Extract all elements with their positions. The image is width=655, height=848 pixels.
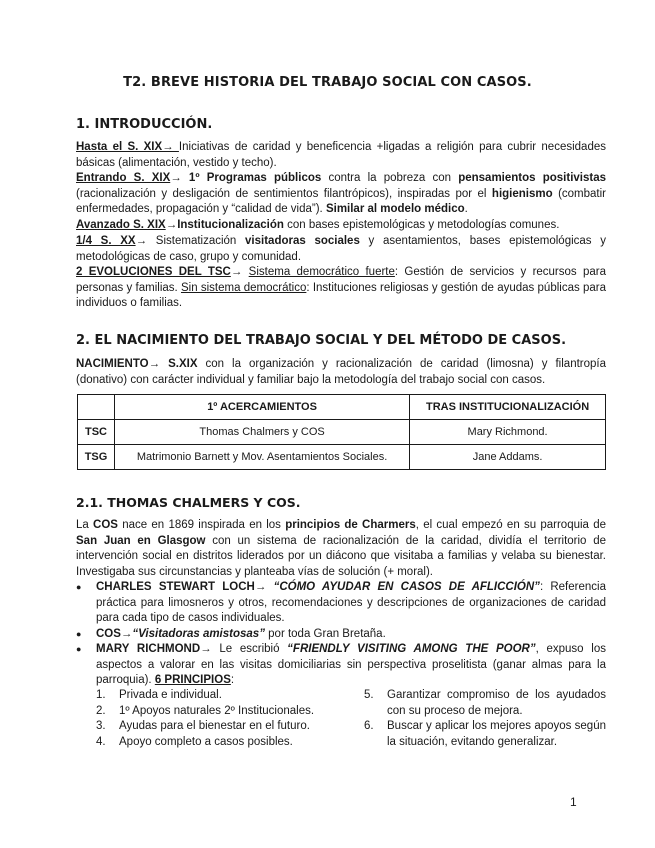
item-number: 4.: [96, 735, 106, 748]
text: , el cual empezó en su parroquia de: [415, 519, 606, 531]
item-number: 6.: [364, 720, 374, 732]
text: : Instituciones religiosas y gestión de ayudas públicas para individuos o familias.: [76, 281, 606, 309]
section-2-heading: 2. EL NACIMIENTO DEL TRABAJO SOCIAL Y DEL MÉTODO DE CASOS.: [76, 333, 567, 348]
section-2-1-heading: 2.1. THOMAS CHALMERS Y COS.: [76, 495, 301, 510]
intro-paragraph-5: [76, 265, 606, 312]
item-text: Apoyo completo a casos posibles.: [119, 735, 293, 748]
text: pensamientos positivistas: [458, 172, 607, 184]
bullet-list: [76, 580, 606, 689]
text: Iniciativas de caridad y beneficencia +ligadas a religión para cubrir necesidades básicas (alimentación, vestido y techo).: [76, 141, 606, 169]
table-header-row: [78, 395, 606, 420]
intro-paragraph-1: [76, 140, 606, 171]
intro-paragraph-3: [76, 218, 606, 234]
item-text: Garantizar compromiso de los ayudados con su proceso de mejora.: [387, 689, 606, 717]
table-row-header: TSC: [78, 420, 115, 445]
item-text: Ayudas para el bienestar en el futuro.: [119, 720, 310, 732]
table-header-cell: [78, 395, 115, 420]
text: “CÓMO AYUDAR EN CASOS DE AFLICCIÓN”: [273, 581, 540, 593]
label-avanzado-s-xix: Avanzado S. XIX: [76, 219, 166, 231]
intro-paragraph-2: [76, 171, 606, 218]
table-row-header: TSG: [78, 445, 115, 470]
text: → 1º Programas públicos: [170, 172, 322, 184]
list-item: [76, 580, 606, 627]
text: contra la pobreza con: [321, 172, 459, 184]
list-item: [364, 688, 606, 719]
principles-list-left: [96, 688, 351, 750]
text: Similar al modelo médico: [325, 203, 465, 215]
text: Le escribió: [211, 643, 288, 655]
item-number: 1.: [96, 689, 106, 701]
text: : Referencia práctica para limosneros y otros, recomendaciones y descripciones de organizaciones de caridad para cada tipo de casos individuales.: [96, 581, 606, 624]
table-row: [78, 420, 606, 445]
text: , expuso los aspectos a valorar en las visitas domiciliarias sin perspectiva proselitista (ganar almas para la parroquia).: [96, 643, 606, 686]
label-1-4-s-xx: 1/4 S. XX: [76, 235, 136, 247]
text: y asentamientos, bases epistemológicas y metodológicas de caso, grupo y comunidad.: [76, 235, 606, 263]
table-row: [78, 445, 606, 470]
text: por toda Gran Bretaña.: [264, 627, 386, 640]
item-number: 2.: [96, 704, 106, 717]
text: con bases epistemológicas y metodologías comunes.: [283, 219, 560, 231]
text: “Visitadoras amistosas”: [132, 627, 265, 640]
text: 6 PRINCIPIOS: [154, 674, 231, 686]
list-item: [76, 627, 606, 643]
text: Sin sistema democrático: [180, 281, 307, 294]
text: →: [230, 266, 249, 278]
text: → Sistematización: [135, 235, 246, 247]
item-number: 3.: [96, 720, 106, 732]
list-item: [76, 642, 606, 689]
text: (racionalización y desligación de sentimientos filantrópicos), inspiradas por el: [76, 187, 492, 200]
text: (combatir enfermedades, propagación y “calidad de vida”).: [76, 187, 606, 215]
item-text: 1º Apoyos naturales 2º Institucionales.: [119, 704, 315, 717]
list-item: [96, 704, 351, 720]
text: con la organización y racionalización de caridad (limosna) y filantropía (donativo) con carácter individual y familiar bajo la metodología del trabajo social con casos.: [76, 358, 606, 386]
list-item: [364, 719, 606, 750]
table-header-cell: 1º ACERCAMIENTOS: [115, 395, 410, 420]
item-text: Buscar y aplicar los mejores apoyos según la situación, evitando generalizar.: [387, 720, 606, 748]
text: NACIMIENTO→ S.XIX: [76, 358, 198, 370]
text: San Juan en Glasgow: [76, 534, 206, 547]
list-item: [96, 735, 351, 751]
text: “FRIENDLY VISITING AMONG THE POOR”: [287, 643, 536, 655]
text: .: [464, 203, 468, 215]
table-cell: Thomas Chalmers y COS: [115, 420, 410, 445]
item-number: 5.: [364, 689, 374, 701]
page-number: 1: [570, 795, 577, 809]
text: : Gestión de servicios y recursos para personas y familias.: [76, 266, 606, 294]
text: MARY RICHMOND→: [96, 643, 212, 655]
cos-paragraph: [76, 518, 606, 580]
document-title: T2. BREVE HISTORIA DEL TRABAJO SOCIAL CON CASOS.: [123, 75, 532, 90]
text: →Institucionalización: [165, 219, 284, 231]
text: con un sistema de racionalización de la caridad, dividía el territorio de intervención social en distritos liderados por un diácono que visitaba a familias y velaba su bienestar. Investigaba sus circunstancias y planteaba vías de solución (+ moral).: [76, 534, 606, 578]
text: Sistema democrático fuerte: [248, 266, 395, 278]
label-hasta-s-xix: Hasta el S. XIX→: [76, 141, 179, 153]
text: COS→: [96, 627, 133, 640]
label-entrando-s-xix: Entrando S. XIX: [76, 172, 171, 184]
section-1-heading: 1. INTRODUCCIÓN.: [76, 117, 213, 132]
text: visitadoras sociales: [245, 235, 360, 247]
table-cell: Mary Richmond.: [410, 420, 606, 445]
text: :: [230, 674, 235, 686]
principles-list-right: [364, 688, 606, 750]
text: nace en 1869 inspirada en los: [117, 519, 286, 531]
text: higienismo: [491, 187, 553, 200]
list-item: [96, 719, 351, 735]
item-text: Privada e individual.: [119, 689, 222, 701]
text: principios de Charmers: [285, 519, 416, 531]
text: COS: [93, 519, 118, 531]
text: CHARLES STEWART LOCH→: [96, 581, 274, 593]
text: La: [76, 519, 94, 531]
table-cell: Jane Addams.: [410, 445, 606, 470]
nacimiento-paragraph: [76, 357, 606, 388]
comparison-table: [77, 394, 606, 470]
list-item: [96, 688, 351, 704]
table-cell: Matrimonio Barnett y Mov. Asentamientos Sociales.: [115, 445, 410, 470]
intro-paragraph-4: [76, 234, 606, 265]
label-2-evoluciones: 2 EVOLUCIONES DEL TSC: [76, 266, 231, 278]
table-header-cell: TRAS INSTITUCIONALIZACIÓN: [410, 395, 606, 420]
